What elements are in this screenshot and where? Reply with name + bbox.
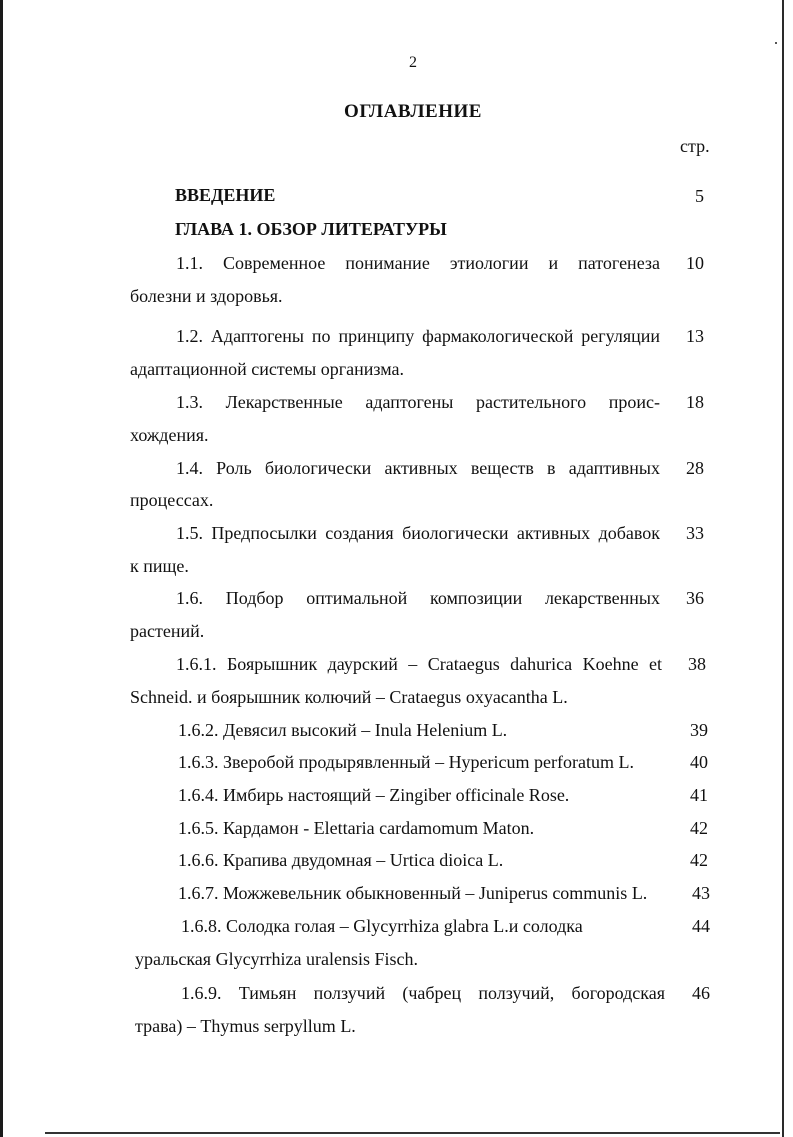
- entry-1-1-line2: болезни и здоровья.: [130, 286, 283, 306]
- entry-1-6-2-page: 39: [690, 720, 708, 740]
- entry-1-4-line1: 1.4. Роль биологически активных веществ в адаптивных: [176, 458, 660, 478]
- entry-1-2-line1: 1.2. Адаптогены по принципу фармакологической регуляции: [176, 326, 660, 346]
- scan-border-right: [782, 0, 784, 1137]
- entry-1-6-5: 1.6.5. Кардамон - Elettaria cardamomum Maton.: [178, 818, 535, 838]
- entry-1-6-4: 1.6.4. Имбирь настоящий – Zingiber officinale Rose.: [178, 785, 570, 805]
- entry-1-6-5-page: 42: [690, 818, 708, 838]
- entry-1-6-3-page: 40: [690, 752, 708, 772]
- entry-1-6-6-page: 42: [690, 850, 708, 870]
- entry-1-6-6: 1.6.6. Крапива двудомная – Urtica dioica L.: [178, 850, 504, 870]
- entry-1-6-8-page: 44: [692, 916, 710, 936]
- page-number: 2: [409, 54, 417, 71]
- heading-introduction-page: 5: [695, 186, 704, 206]
- entry-1-6-7-page: 43: [692, 883, 710, 903]
- heading-chapter-1: ГЛАВА 1. ОБЗОР ЛИТЕРАТУРЫ: [175, 219, 447, 239]
- scan-speck: [775, 42, 777, 44]
- entry-1-6-9-page: 46: [692, 983, 710, 1003]
- toc-title: ОГЛАВЛЕНИЕ: [344, 101, 482, 122]
- entry-1-6-3: 1.6.3. Зверобой продырявленный – Hypericum perforatum L.: [178, 752, 634, 772]
- entry-1-6-2: 1.6.2. Девясил высокий – Inula Helenium L.: [178, 720, 508, 740]
- entry-1-6-4-page: 41: [690, 785, 708, 805]
- heading-introduction: ВВЕДЕНИЕ: [175, 185, 276, 205]
- entry-1-6-9-line1: 1.6.9. Тимьян ползучий (чабрец ползучий, богородская: [181, 983, 665, 1003]
- entry-1-6-7: 1.6.7. Можжевельник обыкновенный – Juniperus communis L.: [178, 883, 648, 903]
- entry-1-4-line2: процессах.: [130, 490, 214, 510]
- scan-border-bottom: [45, 1132, 780, 1134]
- page-column-label: стр.: [680, 136, 710, 156]
- entry-1-1-page: 10: [686, 253, 704, 273]
- entry-1-6-9-line2: трава) – Thymus serpyllum L.: [135, 1016, 356, 1036]
- entry-1-2-page: 13: [686, 326, 704, 346]
- entry-1-1-line1: 1.1. Современное понимание этиологии и патогенеза: [176, 253, 660, 273]
- entry-1-6-line1: 1.6. Подбор оптимальной композиции лекарственных: [176, 588, 660, 608]
- entry-1-6-8-line1: 1.6.8. Солодка голая – Glycyrrhiza glabra L.и солодка: [181, 916, 583, 936]
- entry-1-2-line2: адаптационной системы организма.: [130, 359, 404, 379]
- entry-1-6-1-line1: 1.6.1. Боярышник даурский – Crataegus dahurica Koehne et: [176, 654, 662, 674]
- entry-1-5-line2: к пище.: [130, 556, 189, 576]
- entry-1-6-1-page: 38: [688, 654, 706, 674]
- entry-1-5-page: 33: [686, 523, 704, 543]
- entry-1-6-line2: растений.: [130, 621, 205, 641]
- entry-1-3-line2: хождения.: [130, 425, 209, 445]
- scan-border-left: [0, 0, 3, 1137]
- entry-1-3-line1: 1.3. Лекарственные адаптогены растительного проис-: [176, 392, 660, 412]
- entry-1-6-1-line2: Schneid. и боярышник колючий – Crataegus oxyacantha L.: [130, 687, 568, 707]
- entry-1-4-page: 28: [686, 458, 704, 478]
- entry-1-6-8-line2: уральская Glycyrrhiza uralensis Fisch.: [135, 949, 419, 969]
- entry-1-6-page: 36: [686, 588, 704, 608]
- entry-1-5-line1: 1.5. Предпосылки создания биологически активных добавок: [176, 523, 660, 543]
- entry-1-3-page: 18: [686, 392, 704, 412]
